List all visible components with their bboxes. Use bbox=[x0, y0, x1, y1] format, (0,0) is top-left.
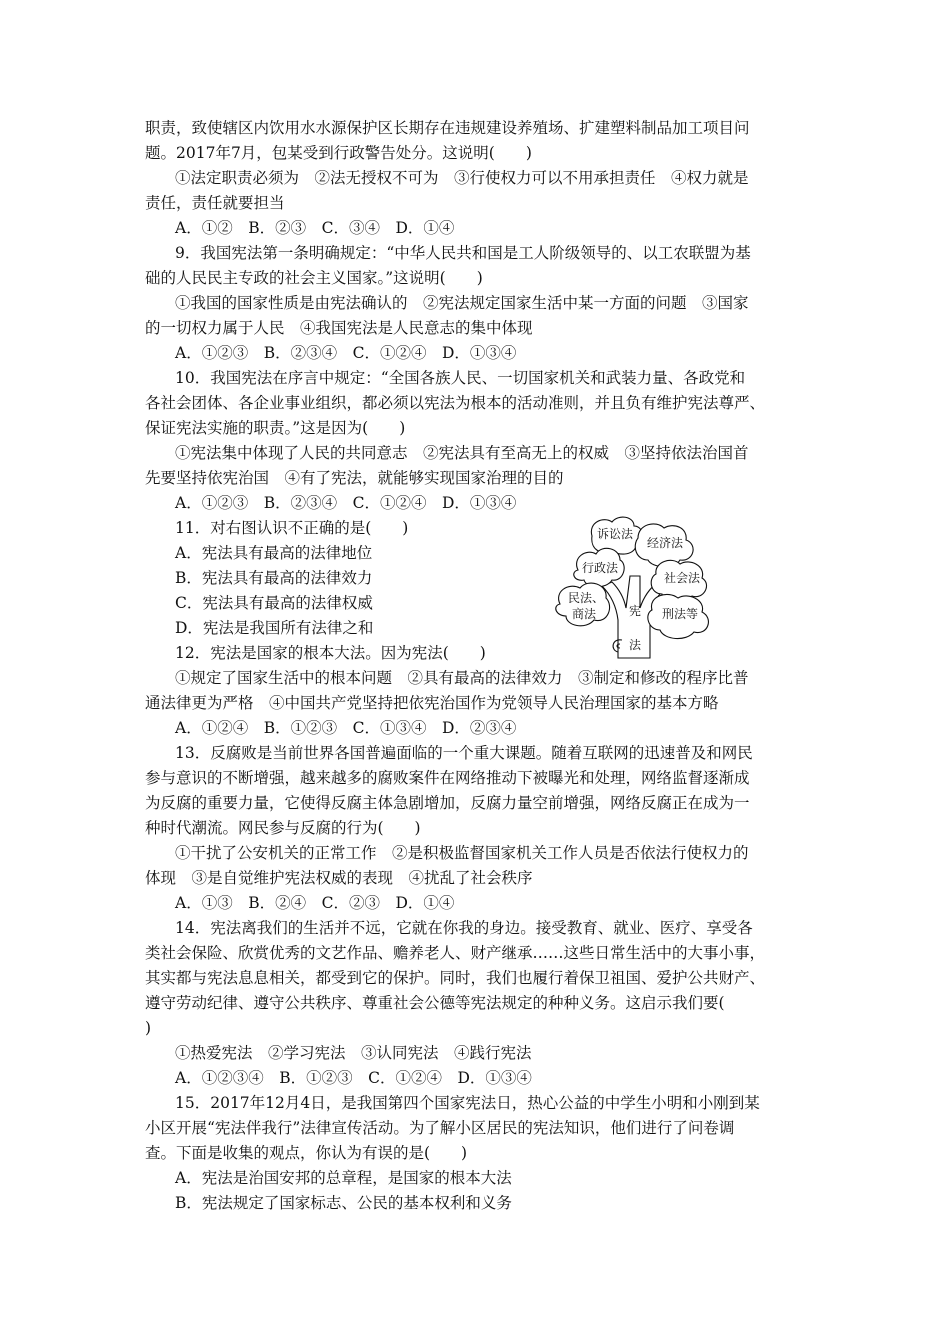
q13-stem-line-3: 为反腐的重要力量，它使得反腐主体急剧增加，反腐力量空前增强，网络反腐正在成为一 bbox=[145, 794, 750, 812]
q12-choices: A．①②④ B．①②③ C．①③④ D．②③④ bbox=[175, 719, 517, 737]
q14-choices: A．①②③④ B．①②③ C．①②④ D．①③④ bbox=[175, 1069, 532, 1087]
q15-stem-line-3: 查。下面是收集的观点，你认为有误的是( ) bbox=[145, 1144, 468, 1162]
q14-stem-line-2: 类社会保险、欣赏优秀的文艺作品、赡养老人、财产继承……这些日常生活中的大事小事， bbox=[145, 944, 766, 962]
q11-option-a: A．宪法具有最高的法律地位 bbox=[175, 544, 373, 562]
label-fa: 法 bbox=[629, 638, 642, 652]
q15-stem-line-2: 小区开展“宪法伴我行”法律宣传活动。为了解小区居民的宪法知识，他们进行了问卷调 bbox=[145, 1119, 735, 1137]
q8-stem-line-1: 职责，致使辖区内饮用水水源保护区长期存在违规建设养殖场、扩建塑料制品加工项目问 bbox=[145, 119, 750, 137]
q12-statements-line-2: 通法律更为严格 ④中国共产党坚持把依宪治国作为党领导人民治理国家的基本方略 bbox=[145, 694, 719, 712]
q15-option-a: A．宪法是治国安邦的总章程，是国家的根本大法 bbox=[175, 1169, 512, 1187]
label-xingzheng: 行政法 bbox=[582, 561, 619, 575]
q13-choices: A．①③ B．②④ C．②③ D．①④ bbox=[175, 894, 455, 912]
q9-statements-line-2: 的一切权力属于人民 ④我国宪法是人民意志的集中体现 bbox=[145, 319, 533, 337]
q15-option-b: B．宪法规定了国家标志、公民的基本权利和义务 bbox=[175, 1194, 512, 1212]
q8-stem-line-2: 题。2017年7月，包某受到行政警告处分。这说明( ) bbox=[145, 144, 532, 162]
label-jingji: 经济法 bbox=[647, 536, 684, 550]
label-shangfa: 商法 bbox=[572, 607, 597, 621]
law-tree-figure bbox=[552, 512, 720, 662]
q14-stem-line-4: 遵守劳动纪律、遵守公共秩序、尊重社会公德等宪法规定的种种义务。这启示我们要( bbox=[145, 994, 725, 1012]
q11-option-c: C．宪法具有最高的法律权威 bbox=[175, 594, 373, 612]
q10-stem-line-1: 10．我国宪法在序言中规定：“全国各族人民、一切国家机关和武装力量、各政党和 bbox=[175, 369, 746, 387]
q11-stem: 11．对右图认识不正确的是( ) bbox=[175, 519, 409, 537]
q13-stem-line-2: 参与意识的不断增强，越来越多的腐败案件在网络推动下被曝光和处理，网络监督逐渐成 bbox=[145, 769, 750, 787]
q9-stem-line-1: 9．我国宪法第一条明确规定：“中华人民共和国是工人阶级领导的、以工农联盟为基 bbox=[175, 244, 751, 262]
q10-statements-line-2: 先要坚持依宪治国 ④有了宪法，就能够实现国家治理的目的 bbox=[145, 469, 564, 487]
q13-statements-line-2: 体现 ③是自觉维护宪法权威的表现 ④扰乱了社会秩序 bbox=[145, 869, 533, 887]
q9-statements-line-1: ①我国的国家性质是由宪法确认的 ②宪法规定国家生活中某一方面的问题 ③国家 bbox=[175, 294, 749, 312]
q14-statements: ①热爱宪法 ②学习宪法 ③认同宪法 ④践行宪法 bbox=[175, 1044, 532, 1062]
q10-choices: A．①②③ B．②③④ C．①②④ D．①③④ bbox=[175, 494, 517, 512]
q14-stem-line-1: 14．宪法离我们的生活并不远，它就在你我的身边。接受教育、就业、医疗、享受各 bbox=[175, 919, 753, 937]
label-xingfa: 刑法等 bbox=[662, 607, 699, 621]
q15-stem-line-1: 15．2017年12月4日，是我国第四个国家宪法日，热心公益的中学生小明和小刚到某 bbox=[175, 1094, 760, 1112]
q8-choices: A．①② B．②③ C．③④ D．①④ bbox=[175, 219, 455, 237]
q8-statements-line-1: ①法定职责必须为 ②法无授权不可为 ③行使权力可以不用承担责任 ④权力就是 bbox=[175, 169, 749, 187]
q9-stem-line-2: 础的人民民主专政的社会主义国家。”这说明( ) bbox=[145, 269, 483, 287]
q10-stem-line-2: 各社会团体、各企业事业组织，都必须以宪法为根本的活动准则，并且负有维护宪法尊严、 bbox=[145, 394, 766, 412]
q9-choices: A．①②③ B．②③④ C．①②④ D．①③④ bbox=[175, 344, 517, 362]
label-susong: 诉讼法 bbox=[597, 527, 634, 541]
q12-stem: 12．宪法是国家的根本大法。因为宪法( ) bbox=[175, 644, 486, 662]
label-shehui: 社会法 bbox=[664, 571, 701, 585]
q14-stem-line-5: ) bbox=[145, 1019, 152, 1037]
q13-statements-line-1: ①干扰了公安机关的正常工作 ②是积极监督国家机关工作人员是否依法行使权力的 bbox=[175, 844, 749, 862]
q14-stem-line-3: 其实都与宪法息息相关，都受到它的保护。同时，我们也履行着保卫祖国、爱护公共财产、 bbox=[145, 969, 766, 987]
q10-stem-line-3: 保证宪法实施的职责。”这是因为( ) bbox=[145, 419, 406, 437]
q8-statements-line-2: 责任，责任就要担当 bbox=[145, 194, 285, 212]
q11-option-b: B．宪法具有最高的法律效力 bbox=[175, 569, 373, 587]
q10-statements-line-1: ①宪法集中体现了人民的共同意志 ②宪法具有至高无上的权威 ③坚持依法治国首 bbox=[175, 444, 749, 462]
label-minfa: 民法、 bbox=[568, 591, 605, 605]
label-xian: 宪 bbox=[629, 604, 642, 618]
q12-statements-line-1: ①规定了国家生活中的根本问题 ②具有最高的法律效力 ③制定和修改的程序比普 bbox=[175, 669, 749, 687]
q13-stem-line-4: 种时代潮流。网民参与反腐的行为( ) bbox=[145, 819, 421, 837]
q11-option-d: D．宪法是我国所有法律之和 bbox=[175, 619, 374, 637]
q13-stem-line-1: 13．反腐败是当前世界各国普遍面临的一个重大课题。随着互联网的迅速普及和网民 bbox=[175, 744, 753, 762]
